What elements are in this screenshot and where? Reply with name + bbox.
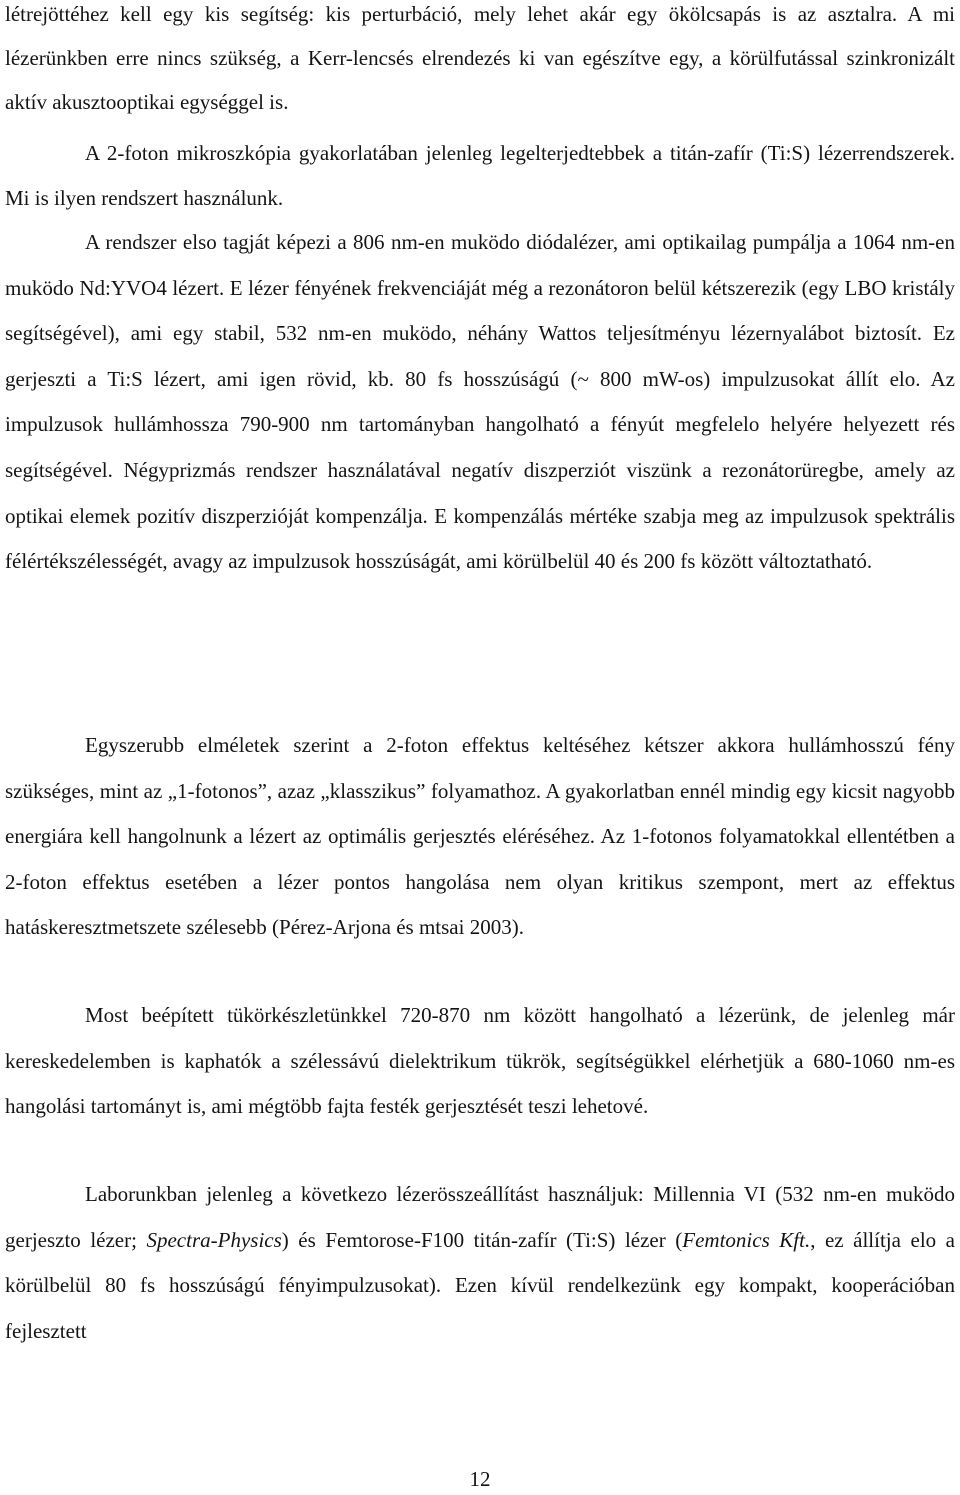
paragraph-text: ) és Femtorose-F100 titán-zafír (Ti:S) lézer (	[281, 1227, 683, 1252]
paragraph-text-italic: Spectra-Physics	[146, 1227, 282, 1252]
paragraph-system-description	[5, 220, 955, 585]
paragraph-mirror-set	[5, 993, 955, 1130]
paragraph-lab-setup	[5, 1172, 955, 1354]
paragraph-text: Egyszerubb elméletek szerint a 2-foton effektus keltéséhez kétszer akkora hullámhosszú fény szükséges, mint az „1-fotonos”, azaz „klasszikus” folyamathoz. A gyakorlatban ennél mindig egy kicsit nagyobb energiára kell hangolnunk a lézert az optimális gerjesztés eléréséhez. Az 1-fotonos folyamatokkal ellentétben a 2-foton effektus esetében a lézer pontos hangolása nem olyan kritikus szempont, mert az effektus hatáskeresztmetszete szélesebb (Pérez-Arjona és mtsai 2003).	[5, 733, 955, 940]
paragraph-text: , ez állítja elo a körülbelül 80 fs hosszúságú fényimpulzusokat). Ezen kívül rendelkezünk egy kompakt, kooperációban fejlesztett	[5, 1227, 956, 1343]
paragraph-ti-s-systems	[5, 131, 955, 221]
paragraph-text-italic: Femtonics Kft.	[682, 1227, 811, 1252]
paragraph-text: A rendszer elso tagját képezi a 806 nm-en muködo diódalézer, ami optikailag pumpálja a 1064 nm-en muködo Nd:YVO4 lézert. E lézer fényének frekvenciáját még a rezonátoron belül kétszerezik (egy LBO kristály segítségével), ami egy stabil, 532 nm-en muködo, néhány Wattos teljesítményu lézernyalábot biztosít. Ez gerjeszti a Ti:S lézert, ami igen rövid, kb. 80 fs hosszúságú (~ 800 mW-os) impulzusokat állít elo. Az impulzusok hullámhossza 790-900 nm tartományban hangolható a fényút megfelelo helyére helyezett rés segítségével. Négyprizmás rendszer használatával negatív diszperziót viszünk a rezonátorüregbe, amely az optikai elemek pozitív diszperzióját kompenzálja. E kompenzálás mértéke szabja meg az impulzusok spektrális félértékszélességét, avagy az impulzusok hosszúságát, ami körülbelül 40 és 200 fs között változtatható.	[5, 230, 955, 574]
paragraph-text: Laborunkban jelenleg a következo lézerösszeállítást használjuk: Millennia VI (532 nm-en muködo gerjeszto lézer;	[5, 1182, 955, 1252]
paragraph-text: létrejöttéhez kell egy kis segítség: kis perturbáció, mely lehet akár egy ökölcsapás is az asztalra. A mi lézerünkben erre nincs szükség, a Kerr-lencsés elrendezés ki van egészítve egy, a körülfutással szinkronizált aktív akusztooptikai egységgel is.	[5, 2, 955, 114]
document-page	[5, 0, 955, 1495]
paragraph-two-photon-theory	[5, 723, 955, 951]
paragraph-text: Most beépített tükörkészletünkkel 720-870 nm között hangolható a lézerünk, de jelenleg már kereskedelemben is kaphatók a szélessávú dielektrikum tükrök, segítségükkel elérhetjük a 680-1060 nm-es hangolási tartományt is, ami mégtöbb fajta festék gerjesztését teszi lehetové.	[5, 1003, 955, 1119]
paragraph-text: A 2-foton mikroszkópia gyakorlatában jelenleg legelterjedtebbek a titán-zafír (Ti:S) lézerrendszerek. Mi is ilyen rendszert használunk.	[5, 141, 955, 210]
paragraph-intro-continuation	[5, 0, 955, 124]
page-number: 12	[469, 1467, 491, 1491]
